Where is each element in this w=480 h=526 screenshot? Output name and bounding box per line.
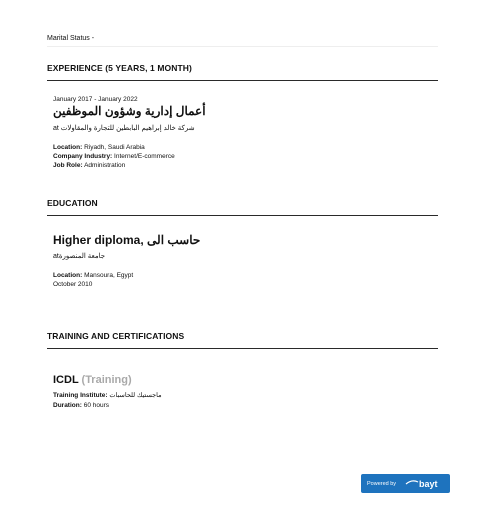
divider xyxy=(47,46,438,47)
school-prefix: at xyxy=(53,253,59,260)
marital-status-label: Marital Status - xyxy=(47,35,95,42)
location-value: Riyadh, Saudi Arabia xyxy=(84,144,145,151)
edu-location-label: Location: xyxy=(53,272,83,279)
industry-label: Company Industry: xyxy=(53,153,113,160)
edu-location-value: Mansoura, Egypt xyxy=(84,272,134,279)
company-prefix: at xyxy=(53,125,59,132)
education-location xyxy=(53,271,133,280)
company-value: شركة خالد إبراهيم البابطين للتجارة والمقاولات xyxy=(60,125,195,132)
experience-location xyxy=(53,143,145,152)
training-duration xyxy=(53,401,109,410)
education-date: October 2010 xyxy=(53,281,93,288)
job-title: أعمال إدارية وشؤون الموظفين xyxy=(53,104,206,118)
experience-heading: EXPERIENCE (5 YEARS, 1 MONTH) xyxy=(47,63,192,73)
education-heading: EDUCATION xyxy=(47,198,98,208)
duration-value: 60 hours xyxy=(83,402,109,409)
training-institute xyxy=(53,391,162,400)
experience-dates: January 2017 - January 2022 xyxy=(53,96,138,103)
training-name: ICDL xyxy=(53,374,79,386)
education-degree xyxy=(53,233,200,247)
role-value: Administration xyxy=(84,162,126,169)
training-divider xyxy=(47,348,438,349)
education-divider xyxy=(47,215,438,216)
training-type: (Training) xyxy=(81,374,132,386)
training-heading: TRAINING AND CERTIFICATIONS xyxy=(47,331,185,341)
powered-by-label: Powered by xyxy=(367,480,397,487)
duration-label: Duration: xyxy=(53,402,82,409)
school-name xyxy=(53,252,105,260)
bayt-wordmark: bayt xyxy=(419,478,438,489)
powered-by-bayt-badge[interactable] xyxy=(361,474,450,493)
location-label: Location: xyxy=(53,144,83,151)
institute-label: Training Institute: xyxy=(53,392,108,399)
degree-field: حاسب الى xyxy=(147,233,201,247)
bayt-logo-icon xyxy=(404,478,450,489)
role-label: Job Role: xyxy=(53,162,83,169)
job-role xyxy=(53,161,125,170)
degree-name: Higher diploma, xyxy=(53,233,144,247)
school-value: جامعة المنصورة xyxy=(58,253,106,260)
institute-value: ماجستيك للحاسبات xyxy=(109,392,162,399)
marital-status xyxy=(47,34,94,43)
industry-value: Internet/E-commerce xyxy=(114,153,175,160)
training-title xyxy=(53,374,132,386)
company-industry xyxy=(53,152,175,161)
company-name xyxy=(53,124,195,132)
experience-divider xyxy=(47,80,438,81)
